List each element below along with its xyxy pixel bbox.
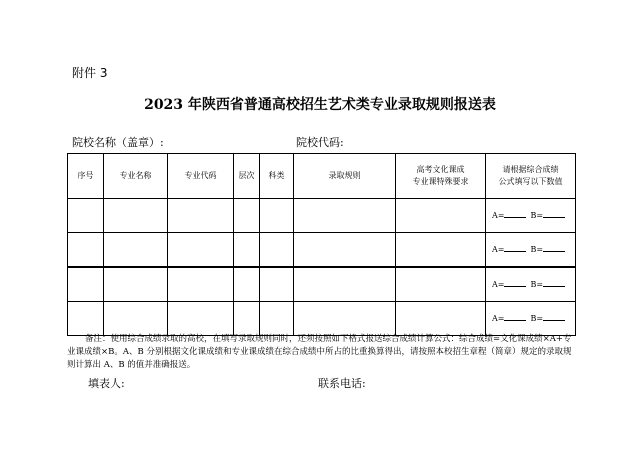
cell-seq[interactable] <box>68 302 104 336</box>
attachment-label: 附件 3 <box>72 66 108 80</box>
admission-rules-table <box>67 153 576 336</box>
cell-seq[interactable] <box>68 267 104 302</box>
cell-ab-values[interactable] <box>486 199 576 233</box>
header-major-code: 专业代码 <box>168 154 234 199</box>
a-label: A= <box>491 245 505 254</box>
header-formula-line1: 请根据综合成绩 <box>502 165 559 174</box>
a-blank[interactable] <box>504 312 526 321</box>
b-blank[interactable] <box>543 278 565 287</box>
cell-rule[interactable] <box>294 199 396 233</box>
cell-requirements[interactable] <box>396 267 486 302</box>
a-blank[interactable] <box>504 209 526 218</box>
cell-rule[interactable] <box>294 302 396 336</box>
header-seq: 序号 <box>68 154 104 199</box>
cell-rule[interactable] <box>294 267 396 302</box>
cell-seq[interactable] <box>68 233 104 268</box>
remarks-note: 备注：使用综合成绩录取的高校，在填写录取规则同时，还须按照如下格式报送综合成绩计算公式：综合成绩=文化课成绩×A+专业课成绩×B。A、B 分别根据文化课成绩和专业课成绩在综合成绩中所占的比重换算得出，请按照本校招生章程（简章）规定的录取规则计算出 A、B 的值并准确报送。 <box>67 334 572 370</box>
cell-requirements[interactable] <box>396 302 486 336</box>
cell-major-code[interactable] <box>168 233 234 268</box>
b-blank[interactable] <box>543 312 565 321</box>
cell-ab-values[interactable] <box>486 233 576 268</box>
cell-major-code[interactable] <box>168 199 234 233</box>
header-requirements-line2: 专业课特殊要求 <box>412 177 469 186</box>
table-header-row <box>68 154 576 199</box>
b-label: B= <box>530 314 544 323</box>
a-blank[interactable] <box>504 243 526 252</box>
cell-ab-values[interactable] <box>486 267 576 302</box>
school-code-label: 院校代码: <box>296 136 344 149</box>
cell-level[interactable] <box>234 199 260 233</box>
cell-ab-values[interactable] <box>486 302 576 336</box>
b-label: B= <box>530 245 544 254</box>
cell-level[interactable] <box>234 267 260 302</box>
cell-subject[interactable] <box>260 267 294 302</box>
b-label: B= <box>530 280 544 289</box>
cell-subject[interactable] <box>260 302 294 336</box>
form-filler-label: 填表人: <box>88 377 125 390</box>
cell-requirements[interactable] <box>396 199 486 233</box>
header-formula-values <box>486 154 576 199</box>
contact-phone-label: 联系电话: <box>318 377 366 390</box>
b-label: B= <box>530 211 544 220</box>
page-title: 2023 年陕西省普通高校招生艺术类专业录取规则报送表 <box>144 97 496 113</box>
a-label: A= <box>491 280 505 289</box>
header-level: 层次 <box>234 154 260 199</box>
table-row <box>68 302 576 336</box>
cell-seq[interactable] <box>68 199 104 233</box>
header-requirements <box>396 154 486 199</box>
b-blank[interactable] <box>543 209 565 218</box>
school-name-label: 院校名称（盖章）: <box>72 136 164 149</box>
header-requirements-line1: 高考文化课成 <box>416 165 465 174</box>
cell-major-name[interactable] <box>104 199 168 233</box>
cell-subject[interactable] <box>260 233 294 268</box>
cell-major-name[interactable] <box>104 267 168 302</box>
table-row <box>68 233 576 268</box>
cell-subject[interactable] <box>260 199 294 233</box>
a-label: A= <box>491 314 505 323</box>
cell-major-code[interactable] <box>168 302 234 336</box>
cell-level[interactable] <box>234 233 260 268</box>
cell-level[interactable] <box>234 302 260 336</box>
header-subject: 科类 <box>260 154 294 199</box>
a-blank[interactable] <box>504 278 526 287</box>
header-rule: 录取规则 <box>294 154 396 199</box>
header-formula-line2: 公式填写以下数值 <box>498 177 563 186</box>
header-major-name: 专业名称 <box>104 154 168 199</box>
b-blank[interactable] <box>543 243 565 252</box>
cell-requirements[interactable] <box>396 233 486 268</box>
table-row <box>68 199 576 233</box>
table-row <box>68 267 576 302</box>
a-label: A= <box>491 211 505 220</box>
cell-major-name[interactable] <box>104 302 168 336</box>
cell-rule[interactable] <box>294 233 396 268</box>
cell-major-code[interactable] <box>168 267 234 302</box>
cell-major-name[interactable] <box>104 233 168 268</box>
